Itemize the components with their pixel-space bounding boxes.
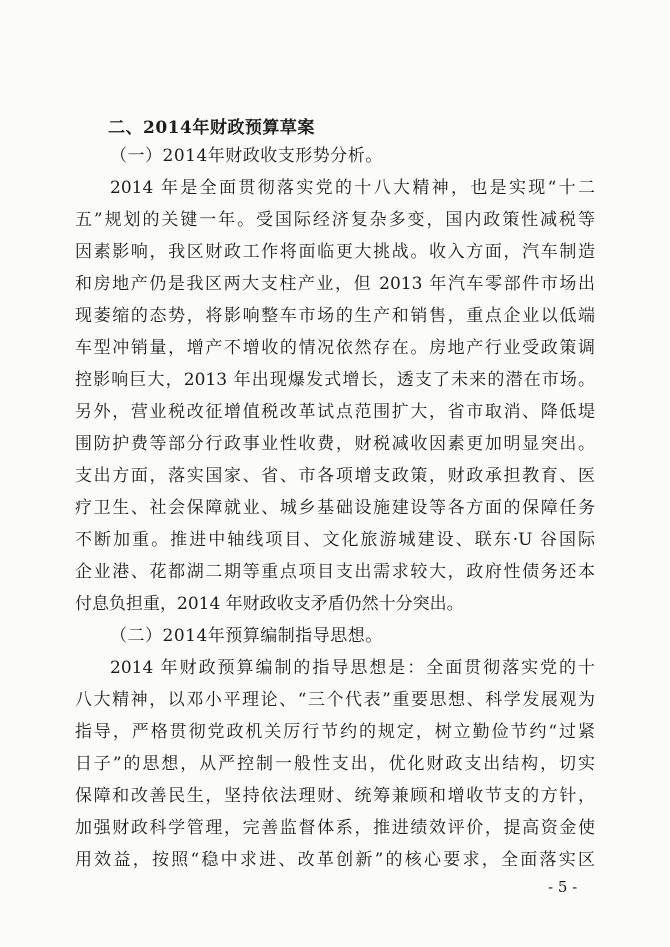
paragraph-line: 2014 年财政预算编制的指导思想是：全面贯彻落实党的十: [110, 658, 595, 678]
subsection-title-1: （一）2014年财政收支形势分析。: [110, 146, 383, 166]
paragraph-line: 控影响巨大，2013 年出现爆发式增长，透支了未来的潜在市场。: [75, 370, 595, 390]
paragraph-line: 2014 年是全面贯彻落实党的十八大精神，也是实现“十二: [110, 178, 595, 198]
paragraph-line: 指导，严格贯彻党政机关厉行节约的规定，树立勤俭节约“过紧: [75, 722, 595, 742]
paragraph-line: 企业港、花都湖二期等重点项目支出需求较大，政府性债务还本: [75, 562, 595, 582]
paragraph-line: 不断加重。推进中轴线项目、文化旅游城建设、联东·U 谷国际: [75, 530, 595, 550]
paragraph-line: 围防护费等部分行政事业性收费，财税减收因素更加明显突出。: [75, 434, 595, 454]
paragraph-line: 加强财政科学管理，完善监督体系，推进绩效评价，提高资金使: [75, 818, 595, 838]
paragraph-line: 八大精神，以邓小平理论、“三个代表”重要思想、科学发展观为: [75, 690, 595, 710]
page-number: - 5 -: [548, 878, 578, 896]
subsection-title-2: （二）2014年预算编制指导思想。: [110, 626, 383, 646]
paragraph-line: 保障和改善民生，坚持依法理财、统筹兼顾和增收节支的方针，: [75, 786, 595, 806]
paragraph-line: 现萎缩的态势，将影响整车市场的生产和销售，重点企业以低端: [75, 306, 595, 326]
paragraph-line: 另外，营业税改征增值税改革试点范围扩大，省市取消、降低堤: [75, 402, 595, 422]
paragraph-line: 用效益，按照“稳中求进、改革创新”的核心要求，全面落实区: [75, 850, 595, 870]
paragraph-line: 车型冲销量，增产不增收的情况依然存在。房地产行业受政策调: [75, 338, 595, 358]
paragraph-line: 和房地产仍是我区两大支柱产业，但 2013 年汽车零部件市场出: [75, 274, 595, 294]
paragraph-line: 支出方面，落实国家、省、市各项增支政策，财政承担教育、医: [75, 466, 595, 486]
paragraph-line: 五”规划的关键一年。受国际经济复杂多变，国内政策性减税等: [75, 210, 595, 230]
paragraph-line: 付息负担重，2014 年财政收支矛盾仍然十分突出。: [75, 594, 464, 614]
section-heading: 二、2014年财政预算草案: [108, 118, 315, 138]
paragraph-line: 日子”的思想，从严控制一般性支出，优化财政支出结构，切实: [75, 754, 595, 774]
paragraph-line: 疗卫生、社会保障就业、城乡基础设施建设等各方面的保障任务: [75, 498, 595, 518]
paragraph-line: 因素影响，我区财政工作将面临更大挑战。收入方面，汽车制造: [75, 242, 595, 262]
